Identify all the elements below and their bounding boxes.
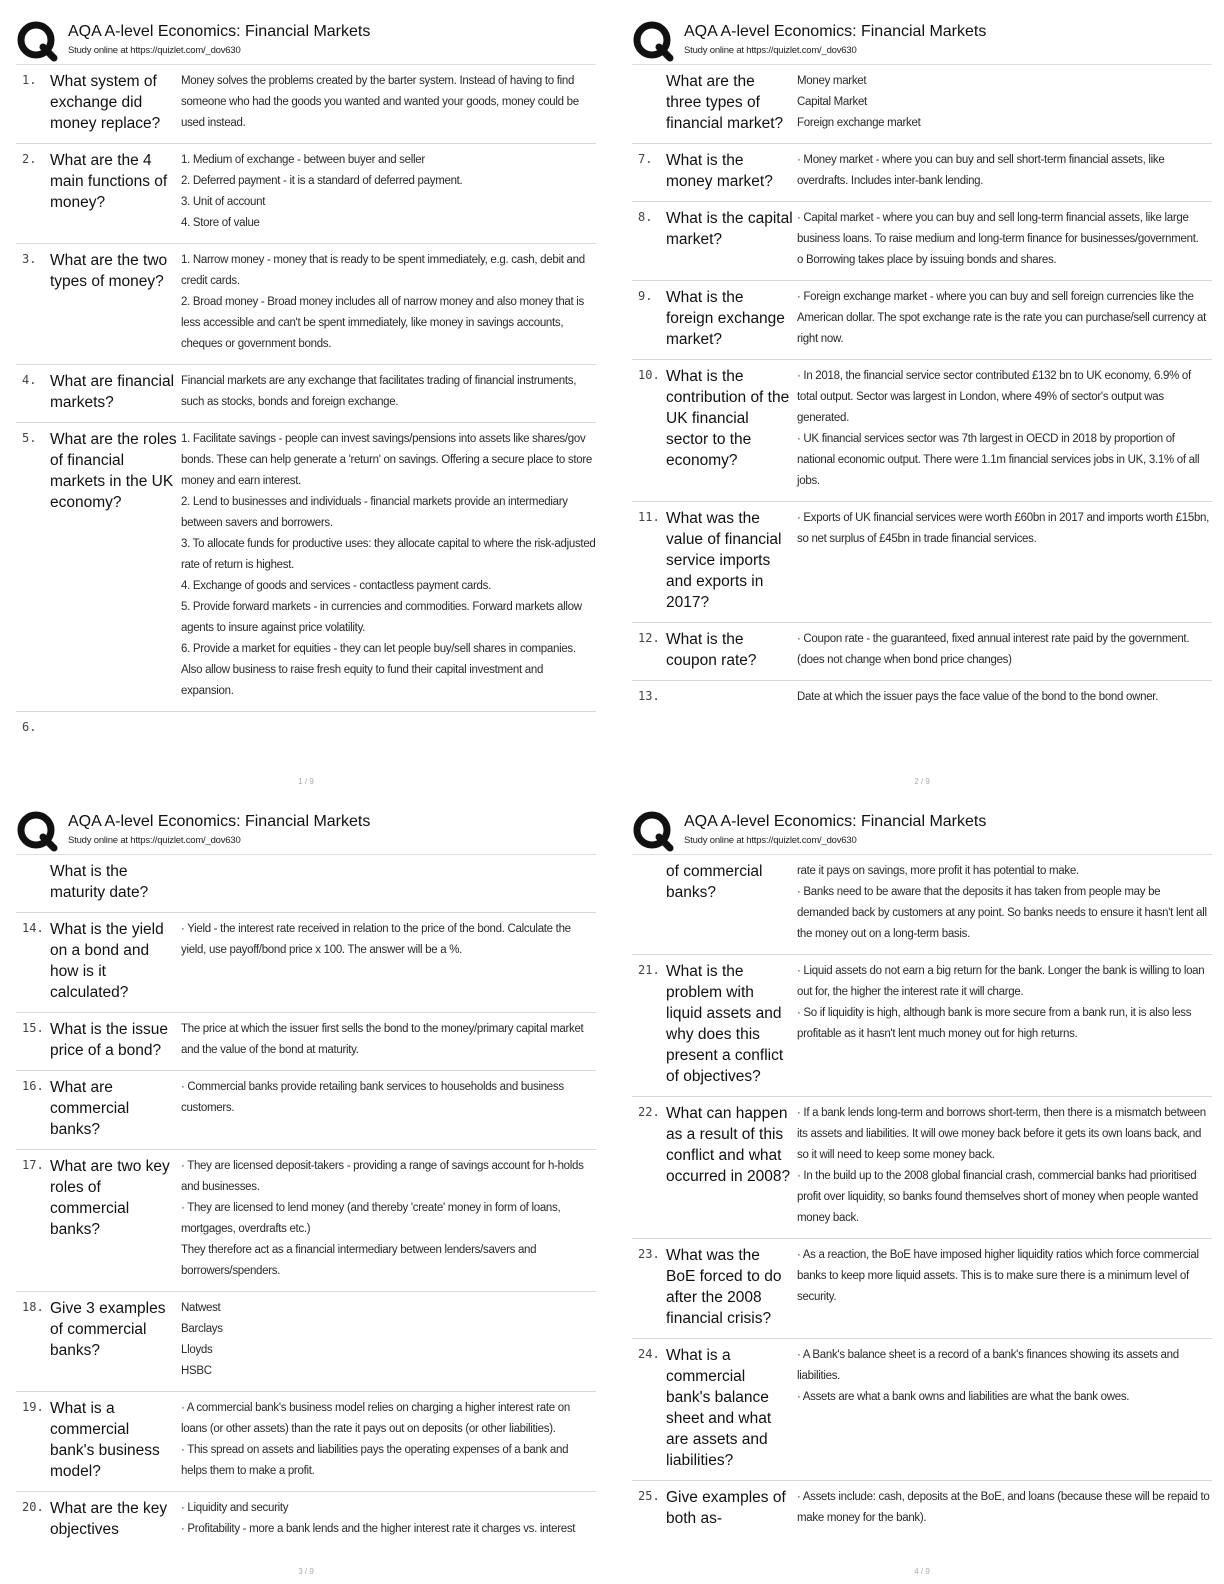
flashcard-row — [16, 913, 596, 1013]
card-question: What are the three types of financial market? — [666, 73, 784, 132]
card-answer — [181, 919, 596, 1003]
card-question: What are financial markets? — [50, 373, 175, 411]
study-online-link[interactable]: Study online at https://quizlet.com/_dov630 — [684, 835, 857, 846]
card-answer — [181, 1298, 596, 1382]
flashcard-row — [632, 623, 1212, 681]
card-number: 2. — [22, 152, 37, 166]
card-question: What is the coupon rate? — [666, 631, 757, 669]
answer-line: · Assets include: cash, deposits at the BoE, and loans (because these will be repaid to make money for the bank). — [797, 1491, 1210, 1524]
card-question: What is the yield on a bond and how is it calculated? — [50, 921, 164, 1001]
flashcard-row — [632, 360, 1212, 502]
answer-line: 4. Store of value — [181, 217, 260, 229]
answer-line: 6. Provide a market for equities - they can let people buy/sell shares in companies. Also allow business to raise fresh equity to fund their capital investment and expansion. — [181, 643, 576, 697]
card-answer — [797, 508, 1212, 613]
card-number: 19. — [22, 1400, 44, 1414]
card-answer — [797, 1345, 1212, 1471]
quizlet-logo-icon — [16, 810, 58, 852]
document-title: AQA A-level Economics: Financial Markets — [684, 813, 987, 830]
answer-line: o Borrowing takes place by issuing bonds and shares. — [797, 254, 1057, 266]
card-question: What is the foreign exchange market? — [666, 289, 785, 348]
answer-line: · Profitability - more a bank lends and the higher interest rate it charges vs. interest — [181, 1523, 576, 1535]
document-title: AQA A-level Economics: Financial Markets — [684, 23, 987, 40]
answer-line: · Commercial banks provide retailing bank services to households and business customers. — [181, 1081, 564, 1114]
study-online-link[interactable]: Study online at https://quizlet.com/_dov630 — [684, 45, 857, 56]
page-header — [632, 810, 1212, 854]
card-question: What are the roles of financial markets in the UK economy? — [50, 431, 177, 511]
page-number: 2 / 9 — [914, 777, 930, 786]
answer-line: · Liquidity and security — [181, 1502, 289, 1514]
answer-line: · In the build up to the 2008 global financial crash, commercial banks had prioritised profit over liquidity, so banks found themselves short of money when people wanted money back. — [797, 1170, 1198, 1224]
flashcard-row — [16, 1492, 596, 1549]
flashcard-row — [632, 681, 1212, 717]
answer-line: 1. Medium of exchange - between buyer and seller — [181, 154, 425, 166]
card-number: 7. — [638, 152, 653, 166]
answer-line: rate it pays on savings, more profit it has potential to make. — [797, 865, 1079, 877]
card-question: of commercial banks? — [666, 863, 763, 901]
card-question: What is the money market? — [666, 152, 773, 190]
page-number: 4 / 9 — [914, 1567, 930, 1576]
card-question: What are two key roles of commercial banks? — [50, 1158, 170, 1238]
card-answer — [797, 208, 1212, 271]
answer-line: Foreign exchange market — [797, 117, 921, 129]
card-number: 6. — [22, 720, 37, 734]
card-answer — [181, 371, 596, 413]
card-question: What was the BoE forced to do after the 2008 financial crisis? — [666, 1247, 782, 1327]
card-question: What are the key objectives — [50, 1500, 168, 1538]
flashcard-row — [16, 65, 596, 144]
card-answer — [797, 366, 1212, 492]
answer-line: Date at which the issuer pays the face value of the bond to the bond owner. — [797, 691, 1159, 703]
answer-line: · Foreign exchange market - where you can buy and sell foreign currencies like the American dollar. The spot exchange rate is the rate you can purchase/sell currency at right now. — [797, 291, 1206, 345]
card-number: 24. — [638, 1347, 660, 1361]
flashcard-row — [16, 1392, 596, 1492]
card-number: 16. — [22, 1079, 44, 1093]
flashcard-row — [632, 955, 1212, 1097]
answer-line: · Coupon rate - the guaranteed, fixed annual interest rate paid by the government. (does not change when bond price changes) — [797, 633, 1190, 666]
answer-line: · Assets are what a bank owns and liabilities are what the bank owes. — [797, 1391, 1130, 1403]
document-page-4 — [632, 810, 1212, 1580]
card-number: 1. — [22, 73, 37, 87]
card-question: Give 3 examples of commercial banks? — [50, 1300, 166, 1359]
flashcard-row — [632, 144, 1212, 202]
flashcard-row — [632, 1481, 1212, 1538]
card-answer — [181, 1156, 596, 1282]
card-question: What are commercial banks? — [50, 1079, 130, 1138]
card-number: 18. — [22, 1300, 44, 1314]
page-number: 3 / 9 — [298, 1567, 314, 1576]
card-answer — [181, 250, 596, 355]
answer-line: Capital Market — [797, 96, 867, 108]
answer-line: · They are licensed deposit-takers - providing a range of savings account for h-holds and businesses. — [181, 1160, 584, 1193]
card-number: 9. — [638, 289, 653, 303]
card-number: 13. — [638, 689, 660, 703]
flashcard-row — [16, 244, 596, 365]
answer-line: HSBC — [181, 1365, 212, 1377]
card-question: What are the two types of money? — [50, 252, 168, 290]
card-answer — [797, 687, 1212, 708]
answer-line: 2. Lend to businesses and individuals - financial markets provide an intermediary between savers and borrowers. — [181, 496, 568, 529]
card-question: What system of exchange did money replace? — [50, 73, 161, 132]
card-answer — [797, 287, 1212, 350]
answer-line: Money solves the problems created by the barter system. Instead of having to find someone who had the goods you wanted and wanted your goods, money could be used instead. — [181, 75, 579, 129]
card-number — [632, 861, 666, 945]
card-number: 25. — [638, 1489, 660, 1503]
card-number: 11. — [638, 510, 660, 524]
flashcard-list — [632, 854, 1212, 1538]
card-answer — [797, 1487, 1212, 1529]
flashcard-row — [16, 423, 596, 712]
card-number: 17. — [22, 1158, 44, 1172]
answer-line: · A commercial bank's business model relies on charging a higher interest rate on loans (or other assets) than the rate it pays out on deposits (or other liabilities). — [181, 1402, 570, 1435]
answer-line: 1. Facilitate savings - people can invest savings/pensions into assets like shares/gov bonds. These can help generate a 'return' on savings. Offering a secure place to store money and earn interest. — [181, 433, 592, 487]
document-title: AQA A-level Economics: Financial Markets — [68, 813, 371, 830]
flashcard-row — [16, 1013, 596, 1071]
flashcard-row — [16, 1150, 596, 1292]
flashcard-row — [632, 1339, 1212, 1481]
study-online-link[interactable]: Study online at https://quizlet.com/_dov630 — [68, 45, 241, 56]
card-question — [666, 687, 797, 708]
flashcard-row — [632, 502, 1212, 623]
answer-line: · In 2018, the financial service sector contributed £132 bn to UK economy, 6.9% of total output. Sector was largest in London, where 49% of sector's output was generated. — [797, 370, 1191, 424]
card-question: What is the problem with liquid assets and why does this present a conflict of objectives? — [666, 963, 784, 1085]
card-number: 10. — [638, 368, 660, 382]
card-question — [50, 718, 181, 734]
flashcard-row — [16, 1292, 596, 1392]
answer-line: · They are licensed to lend money (and thereby 'create' money in form of loans, mortgages, overdrafts etc.) — [181, 1202, 561, 1235]
card-number: 15. — [22, 1021, 44, 1035]
answer-line: · Exports of UK financial services were worth £60bn in 2017 and imports worth £15bn, so net surplus of £45bn in trade financial services. — [797, 512, 1210, 545]
card-number: 14. — [22, 921, 44, 935]
answer-line: Lloyds — [181, 1344, 213, 1356]
document-page-1 — [16, 20, 596, 790]
card-number: 22. — [638, 1105, 660, 1119]
card-question: What is the issue price of a bond? — [50, 1021, 169, 1059]
card-number: 12. — [638, 631, 660, 645]
page-header — [16, 810, 596, 854]
card-answer — [181, 150, 596, 234]
answer-line: · Yield - the interest rate received in relation to the price of the bond. Calculate the yield, use payoff/bond price x 100. The answer will be a %. — [181, 923, 571, 956]
card-question: What was the value of financial service imports and exports in 2017? — [666, 510, 782, 611]
card-question: What is a commercial bank's balance sheet and what are assets and liabilities? — [666, 1347, 772, 1469]
answer-line: 2. Deferred payment - it is a standard of deferred payment. — [181, 175, 463, 187]
flashcard-list — [632, 64, 1212, 717]
flashcard-row — [632, 202, 1212, 281]
card-number — [632, 71, 666, 134]
card-question: What is the capital market? — [666, 210, 793, 248]
flashcard-row — [16, 712, 596, 743]
card-question: What can happen as a result of this conflict and what occurred in 2008? — [666, 1105, 791, 1185]
answer-line: · Banks need to be aware that the deposits it has taken from people may be demanded back by customers at any point. So banks needs to ensure it hasn't lent all the money out on a long-term basis. — [797, 886, 1207, 940]
answer-line: · So if liquidity is high, although bank is more secure from a bank run, it is also less profitable as it hasn't lent much money out for high returns. — [797, 1007, 1192, 1040]
answer-line: · Capital market - where you can buy and sell long-term financial assets, like large business loans. To raise medium and long-term finance for businesses/government. — [797, 212, 1199, 245]
card-question: What is the maturity date? — [50, 863, 149, 901]
card-question: What is the contribution of the UK financial sector to the economy? — [666, 368, 790, 469]
card-question: What are the 4 main functions of money? — [50, 152, 168, 211]
flashcard-list — [16, 64, 596, 743]
flashcard-row — [632, 65, 1212, 144]
page-header — [16, 20, 596, 64]
answer-line: · UK financial services sector was 7th largest in OECD in 2018 by proportion of national economic output. There were 1.1m financial services jobs in UK, 3.1% of all jobs. — [797, 433, 1200, 487]
answer-line: Natwest — [181, 1302, 221, 1314]
card-number: 3. — [22, 252, 37, 266]
answer-line: 4. Exchange of goods and services - contactless payment cards. — [181, 580, 491, 592]
card-answer — [181, 429, 596, 702]
card-answer — [181, 1019, 596, 1061]
answer-line: 2. Broad money - Broad money includes all of narrow money and also money that is less accessible and can't be spent immediately, like money in savings accounts, cheques or government bonds. — [181, 296, 585, 350]
answer-line: They therefore act as a financial intermediary between lenders/savers and borrowers/spenders. — [181, 1244, 537, 1277]
answer-line: 1. Narrow money - money that is ready to be spent immediately, e.g. cash, debit and credit cards. — [181, 254, 585, 287]
answer-line: · Money market - where you can buy and sell short-term financial assets, like overdrafts. Includes inter-bank lending. — [797, 154, 1165, 187]
flashcard-row — [632, 1239, 1212, 1339]
card-answer — [181, 1398, 596, 1482]
answer-line: 5. Provide forward markets - in currencies and commodities. Forward markets allow agents to insure against price volatility. — [181, 601, 582, 634]
card-answer — [181, 718, 596, 734]
page-number: 1 / 9 — [298, 777, 314, 786]
card-number: 4. — [22, 373, 37, 387]
answer-line: The price at which the issuer first sells the bond to the money/primary capital market and the value of the bond at maturity. — [181, 1023, 584, 1056]
card-number: 21. — [638, 963, 660, 977]
card-number: 8. — [638, 210, 653, 224]
card-answer — [797, 1245, 1212, 1329]
quizlet-logo-icon — [632, 810, 674, 852]
answer-line: · Liquid assets do not earn a big return for the bank. Longer the bank is willing to loan out for, the higher the interest rate it will charge. — [797, 965, 1205, 998]
document-page-2 — [632, 20, 1212, 790]
flashcard-row — [16, 855, 596, 913]
flashcard-list — [16, 854, 596, 1549]
card-answer — [797, 861, 1212, 945]
card-number: 23. — [638, 1247, 660, 1261]
card-number: 5. — [22, 431, 37, 445]
document-page-3 — [16, 810, 596, 1580]
document-title: AQA A-level Economics: Financial Markets — [68, 23, 371, 40]
answer-line: 3. To allocate funds for productive uses: they allocate capital to where the risk-adjusted rate of return is highest. — [181, 538, 596, 571]
card-answer — [181, 861, 596, 903]
quizlet-logo-icon — [632, 20, 674, 62]
card-answer — [797, 71, 1212, 134]
flashcard-row — [16, 144, 596, 244]
answer-line: · This spread on assets and liabilities pays the operating expenses of a bank and helps them to make a profit. — [181, 1444, 569, 1477]
answer-line: 3. Unit of account — [181, 196, 266, 208]
flashcard-row — [632, 855, 1212, 955]
card-answer — [797, 629, 1212, 671]
page-header — [632, 20, 1212, 64]
answer-line: Financial markets are any exchange that facilitates trading of financial instruments, such as stocks, bonds and foreign exchange. — [181, 375, 577, 408]
flashcard-row — [632, 281, 1212, 360]
answer-line: · A Bank's balance sheet is a record of a bank's finances showing its assets and liabilities. — [797, 1349, 1179, 1382]
card-answer — [181, 1498, 596, 1540]
answer-line: · As a reaction, the BoE have imposed higher liquidity ratios which force commercial banks to keep more liquid assets. This is to make sure there is a minimum level of security. — [797, 1249, 1199, 1303]
card-answer — [797, 961, 1212, 1087]
quizlet-logo-icon — [16, 20, 58, 62]
card-answer — [181, 1077, 596, 1140]
flashcard-row — [16, 1071, 596, 1150]
card-answer — [797, 150, 1212, 192]
flashcard-row — [16, 365, 596, 423]
answer-line: · If a bank lends long-term and borrows short-term, then there is a mismatch between its assets and liabilities. It will owe money back before it gets its own loans back, and so it will need to keep some money back. — [797, 1107, 1206, 1161]
study-online-link[interactable]: Study online at https://quizlet.com/_dov630 — [68, 835, 241, 846]
answer-line: Barclays — [181, 1323, 223, 1335]
card-number — [16, 861, 50, 903]
card-question: Give examples of both as- — [666, 1489, 786, 1527]
answer-line: Money market — [797, 75, 867, 87]
flashcard-row — [632, 1097, 1212, 1239]
card-answer — [181, 71, 596, 134]
card-number: 20. — [22, 1500, 44, 1514]
card-answer — [797, 1103, 1212, 1229]
card-question: What is a commercial bank's business model? — [50, 1400, 160, 1480]
